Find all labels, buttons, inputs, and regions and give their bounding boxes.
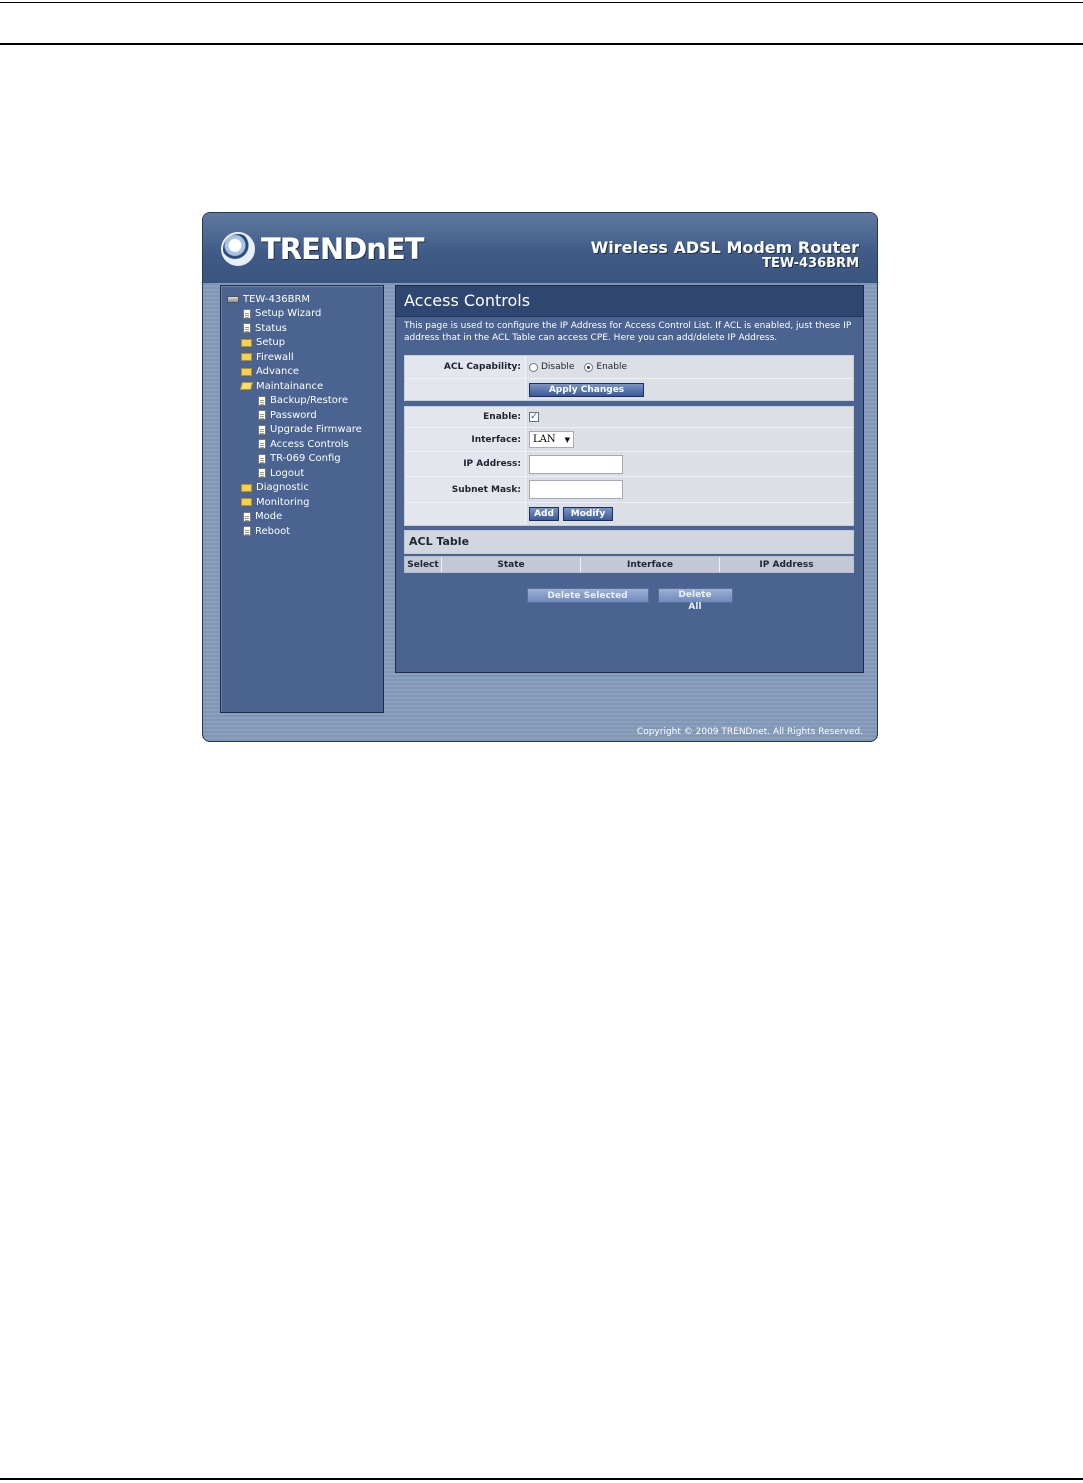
acl-entry-form xyxy=(404,406,854,526)
page-icon xyxy=(243,309,251,319)
header-rule xyxy=(0,43,1083,45)
sidebar-item-diagnostic[interactable] xyxy=(221,481,383,496)
sidebar-item-label: Setup Wizard xyxy=(255,308,322,320)
sidebar-item-firewall[interactable] xyxy=(221,350,383,365)
sidebar-item-reboot[interactable] xyxy=(221,524,383,539)
column-header-interface: Interface xyxy=(581,557,720,572)
acl-disable-label: Disable xyxy=(541,362,575,372)
page-header xyxy=(203,213,877,283)
product-info xyxy=(591,239,859,271)
page-icon xyxy=(258,410,266,420)
modify-button[interactable]: Modify xyxy=(563,507,613,521)
sidebar-item-label: Advance xyxy=(256,366,300,378)
enable-label: Enable: xyxy=(405,407,526,427)
sidebar-item-label: Setup xyxy=(256,337,286,349)
sidebar-item-label: TR-069 Config xyxy=(270,453,341,465)
sidebar-item-maintainance[interactable] xyxy=(221,379,383,394)
trendnet-logo xyxy=(221,229,424,269)
acl-capability-label: ACL Capability: xyxy=(405,356,526,378)
acl-capability-panel xyxy=(404,355,854,401)
brand-name: TRENDnET xyxy=(261,232,424,266)
sidebar-item-label: Monitoring xyxy=(256,496,310,508)
empty-label-cell xyxy=(405,379,526,400)
acl-capability-options xyxy=(526,356,853,378)
subnet-mask-input[interactable] xyxy=(529,480,623,499)
column-header-state: State xyxy=(442,557,581,572)
page-icon xyxy=(258,439,266,449)
add-modify-row xyxy=(405,503,853,525)
page-icon xyxy=(258,454,266,464)
page-icon xyxy=(243,512,251,522)
product-model: TEW-436BRM xyxy=(762,256,859,271)
folder-open-icon xyxy=(240,382,253,390)
interface-label: Interface: xyxy=(405,428,526,451)
copyright-text: Copyright © 2009 TRENDnet. All Rights Reserved. xyxy=(636,727,863,737)
folder-icon xyxy=(241,339,252,347)
top-rule xyxy=(0,2,1083,3)
page-title: Access Controls xyxy=(396,286,863,317)
acl-table-actions xyxy=(396,588,863,612)
enable-row xyxy=(405,407,853,428)
page-icon xyxy=(243,526,251,536)
add-modify-cell xyxy=(526,503,853,525)
enable-checkbox[interactable]: ✓ xyxy=(530,412,538,422)
sidebar-item-label: Access Controls xyxy=(270,438,349,450)
sidebar-item-label: Status xyxy=(255,322,287,334)
subnet-mask-row xyxy=(405,477,853,503)
root-icon xyxy=(227,296,239,303)
interface-value: LAN xyxy=(533,434,556,445)
acl-enable-label: Enable xyxy=(596,362,628,372)
sidebar-item-upgrade-firmware[interactable] xyxy=(221,423,383,438)
footer-rule xyxy=(0,1478,1083,1480)
main-content xyxy=(395,285,864,673)
acl-table-title: ACL Table xyxy=(404,530,854,554)
trendnet-logo-icon xyxy=(221,232,255,266)
folder-icon xyxy=(241,484,252,492)
sidebar-item-backup-restore[interactable] xyxy=(221,394,383,409)
page-description: This page is used to configure the IP Address for Access Control List. If ACL is enabled, just these IP address that in the ACL Table can access CPE. Here you can add/delete IP Address. xyxy=(404,321,852,343)
sidebar-item-access-controls[interactable] xyxy=(221,437,383,452)
sidebar-item-tr069-config[interactable] xyxy=(221,452,383,467)
sidebar-item-root[interactable] xyxy=(221,292,383,307)
column-header-ip-address: IP Address xyxy=(759,559,814,570)
sidebar-item-label: Upgrade Firmware xyxy=(270,424,362,436)
subnet-mask-cell xyxy=(526,477,853,502)
page-icon xyxy=(258,425,266,435)
sidebar-item-label: Password xyxy=(270,409,317,421)
chevron-down-icon: ▼ xyxy=(564,435,570,444)
folder-icon xyxy=(241,368,252,376)
sidebar-item-status[interactable] xyxy=(221,321,383,336)
page-icon xyxy=(258,468,266,478)
navigation-tree xyxy=(221,286,383,539)
acl-disable-radio[interactable] xyxy=(529,363,538,372)
sidebar-item-setup-wizard[interactable] xyxy=(221,307,383,322)
ip-address-row xyxy=(405,452,853,477)
sidebar-item-label: Mode xyxy=(255,511,283,523)
ip-address-input[interactable] xyxy=(529,455,623,474)
folder-icon xyxy=(241,353,252,361)
acl-capability-row xyxy=(405,356,853,379)
subnet-mask-label: Subnet Mask: xyxy=(405,477,526,502)
sidebar-item-label: Diagnostic xyxy=(256,482,309,494)
delete-all-button[interactable]: Delete All xyxy=(658,588,733,603)
column-header-select: Select xyxy=(405,557,442,572)
folder-icon xyxy=(241,498,252,506)
empty-label-cell xyxy=(405,503,526,525)
acl-enable-radio[interactable] xyxy=(584,363,593,372)
interface-select[interactable] xyxy=(529,431,574,448)
product-title: Wireless ADSL Modem Router xyxy=(590,238,859,257)
router-admin-window xyxy=(202,212,878,742)
acl-table-header xyxy=(404,556,854,573)
sidebar-item-logout[interactable] xyxy=(221,466,383,481)
sidebar-item-password[interactable] xyxy=(221,408,383,423)
ip-address-label: IP Address: xyxy=(405,452,526,476)
sidebar-item-label: Logout xyxy=(270,467,305,479)
page-icon xyxy=(258,396,266,406)
enable-cell xyxy=(526,407,853,427)
navigation-sidebar xyxy=(220,285,384,713)
page-icon xyxy=(243,323,251,333)
sidebar-item-advance[interactable] xyxy=(221,365,383,380)
delete-selected-button[interactable]: Delete Selected xyxy=(527,588,649,603)
sidebar-item-mode[interactable] xyxy=(221,510,383,525)
interface-cell xyxy=(526,428,853,451)
apply-cell xyxy=(526,379,853,400)
interface-row xyxy=(405,428,853,452)
sidebar-item-label: TEW-436BRM xyxy=(243,293,311,305)
apply-changes-button[interactable]: Apply Changes xyxy=(529,383,644,397)
sidebar-item-label: Maintainance xyxy=(256,380,324,392)
sidebar-item-label: Reboot xyxy=(255,525,291,537)
add-button[interactable]: Add xyxy=(529,507,559,521)
ip-address-cell xyxy=(526,452,853,476)
sidebar-item-label: Firewall xyxy=(256,351,294,363)
sidebar-item-monitoring[interactable] xyxy=(221,495,383,510)
apply-row xyxy=(405,379,853,400)
sidebar-item-setup[interactable] xyxy=(221,336,383,351)
sidebar-item-label: Backup/Restore xyxy=(270,395,348,407)
